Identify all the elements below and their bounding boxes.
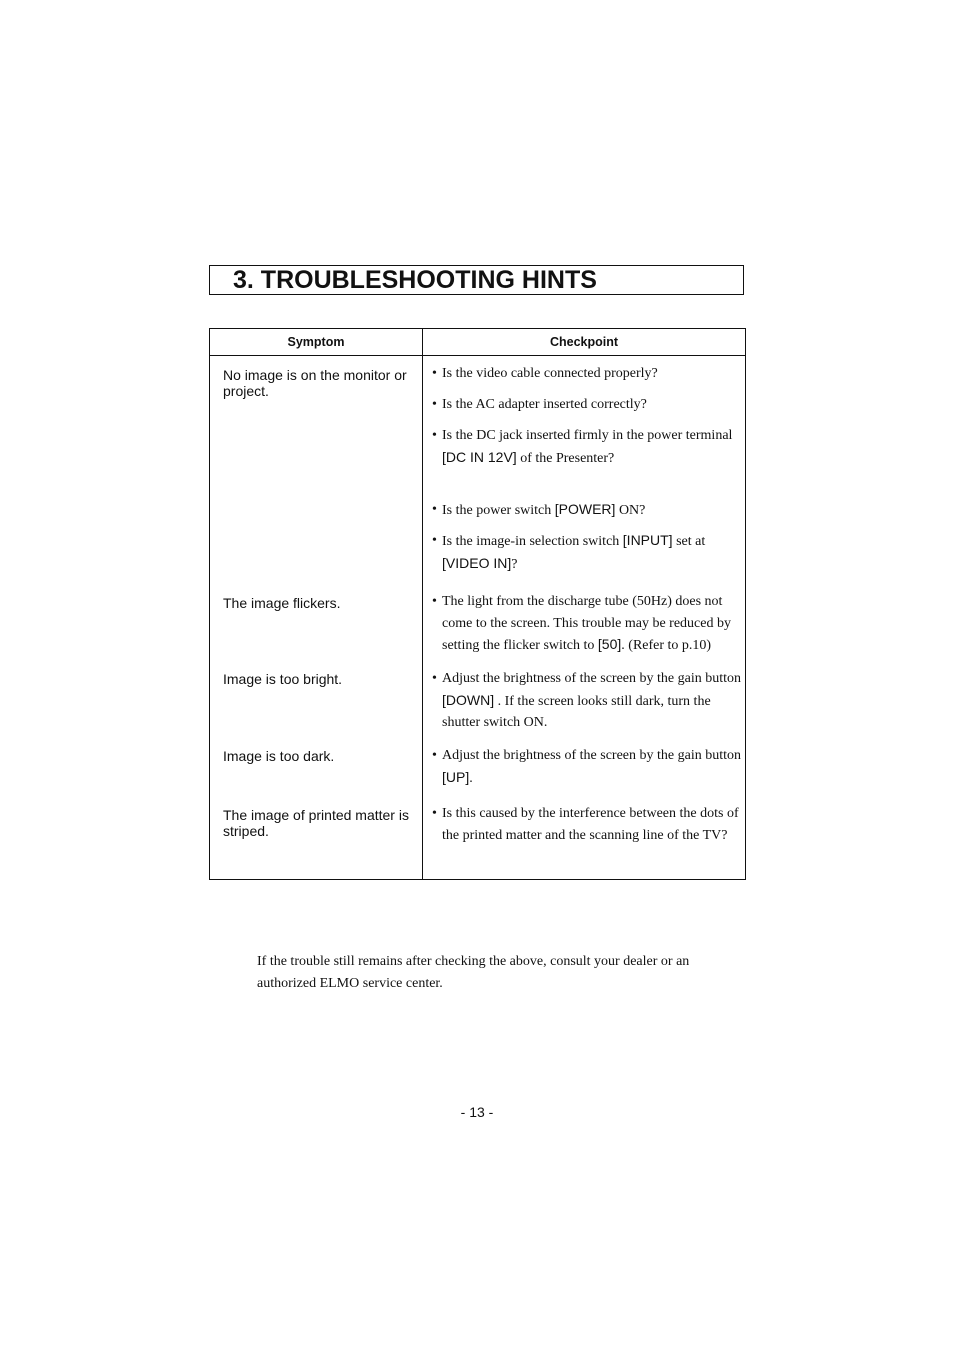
- bullet-icon: •: [432, 366, 437, 381]
- checkpoint-item: [432, 394, 744, 416]
- symptom-header: Symptom: [210, 329, 423, 356]
- symptom-striped: The image of printed matter is striped.: [223, 807, 409, 839]
- checkpoint-item: [432, 363, 744, 385]
- checkpoint-text: Is the video cable connected properly?: [442, 366, 658, 381]
- control-label: [50]: [597, 636, 622, 652]
- checkpoint-item: [432, 803, 744, 846]
- page-number: - 13 -: [460, 1104, 494, 1120]
- symptom-flicker: The image flickers.: [223, 595, 341, 611]
- checkpoint-text: ?: [511, 556, 518, 572]
- checkpoint-text: Adjust the brightness of the screen by the gain button: [442, 748, 741, 763]
- symptom-too-bright: Image is too bright.: [223, 671, 343, 687]
- control-label: [VIDEO IN]: [442, 554, 512, 571]
- table-header-row: [210, 329, 746, 356]
- section-title-box: [209, 265, 744, 295]
- checkpoint-text: .: [469, 770, 473, 786]
- bullet-icon: •: [432, 533, 437, 548]
- checkpoint-column: [423, 356, 746, 880]
- checkpoint-header: Checkpoint: [423, 329, 746, 356]
- checkpoint-text: Is the image-in selection switch: [442, 534, 623, 549]
- checkpoint-text: Adjust the brightness of the screen by the gain button: [442, 671, 741, 686]
- checkpoint-text: set at: [672, 534, 706, 549]
- bullet-icon: •: [432, 748, 437, 763]
- bullet-icon: •: [432, 806, 437, 821]
- control-label: [DC IN 12V]: [442, 448, 517, 465]
- bullet-icon: •: [432, 671, 437, 686]
- symptom-no-image: No image is on the monitor or project.: [223, 367, 407, 399]
- table-body-row: [210, 356, 746, 880]
- checkpoint-item: [432, 530, 744, 575]
- bullet-icon: •: [432, 502, 437, 517]
- checkpoint-text: of the Presenter?: [516, 450, 615, 466]
- control-label: [UP]: [442, 768, 470, 785]
- checkpoint-item: [432, 745, 744, 789]
- checkpoint-item: [432, 499, 744, 522]
- bullet-icon: •: [432, 428, 437, 443]
- checkpoint-text: Is the DC jack inserted firmly in the power terminal: [442, 428, 733, 443]
- checkpoint-text: Is this caused by the interference between the dots of the printed matter and the scanning line of the TV?: [442, 806, 739, 843]
- symptom-column: [210, 356, 423, 880]
- bullet-icon: •: [432, 397, 437, 412]
- checkpoint-item: [432, 668, 744, 734]
- troubleshooting-table: [209, 328, 746, 880]
- checkpoint-item: [432, 425, 744, 469]
- control-label: [POWER]: [554, 501, 616, 517]
- symptom-too-dark: Image is too dark.: [223, 748, 335, 764]
- checkpoint-text: . If the screen looks still dark, turn the shutter switch ON.: [442, 693, 711, 730]
- checkpoint-text: Is the AC adapter inserted correctly?: [442, 397, 647, 412]
- service-footnote: If the trouble still remains after checking the above, consult your dealer or an authorized ELMO service center.: [257, 954, 690, 991]
- control-label: [DOWN]: [442, 691, 495, 708]
- checkpoint-text: Is the power switch: [442, 503, 555, 518]
- bullet-icon: •: [432, 594, 437, 609]
- page-title: 3. TROUBLESHOOTING HINTS: [233, 266, 597, 294]
- control-label: [INPUT]: [622, 532, 673, 548]
- checkpoint-text: The light from the discharge tube (50Hz) does not come to the screen. This trouble may be reduced by setting the flicker switch to: [442, 594, 731, 653]
- checkpoint-text: . (Refer to p.10): [621, 638, 712, 653]
- checkpoint-item: [432, 591, 744, 657]
- checkpoint-text: ON?: [615, 503, 646, 518]
